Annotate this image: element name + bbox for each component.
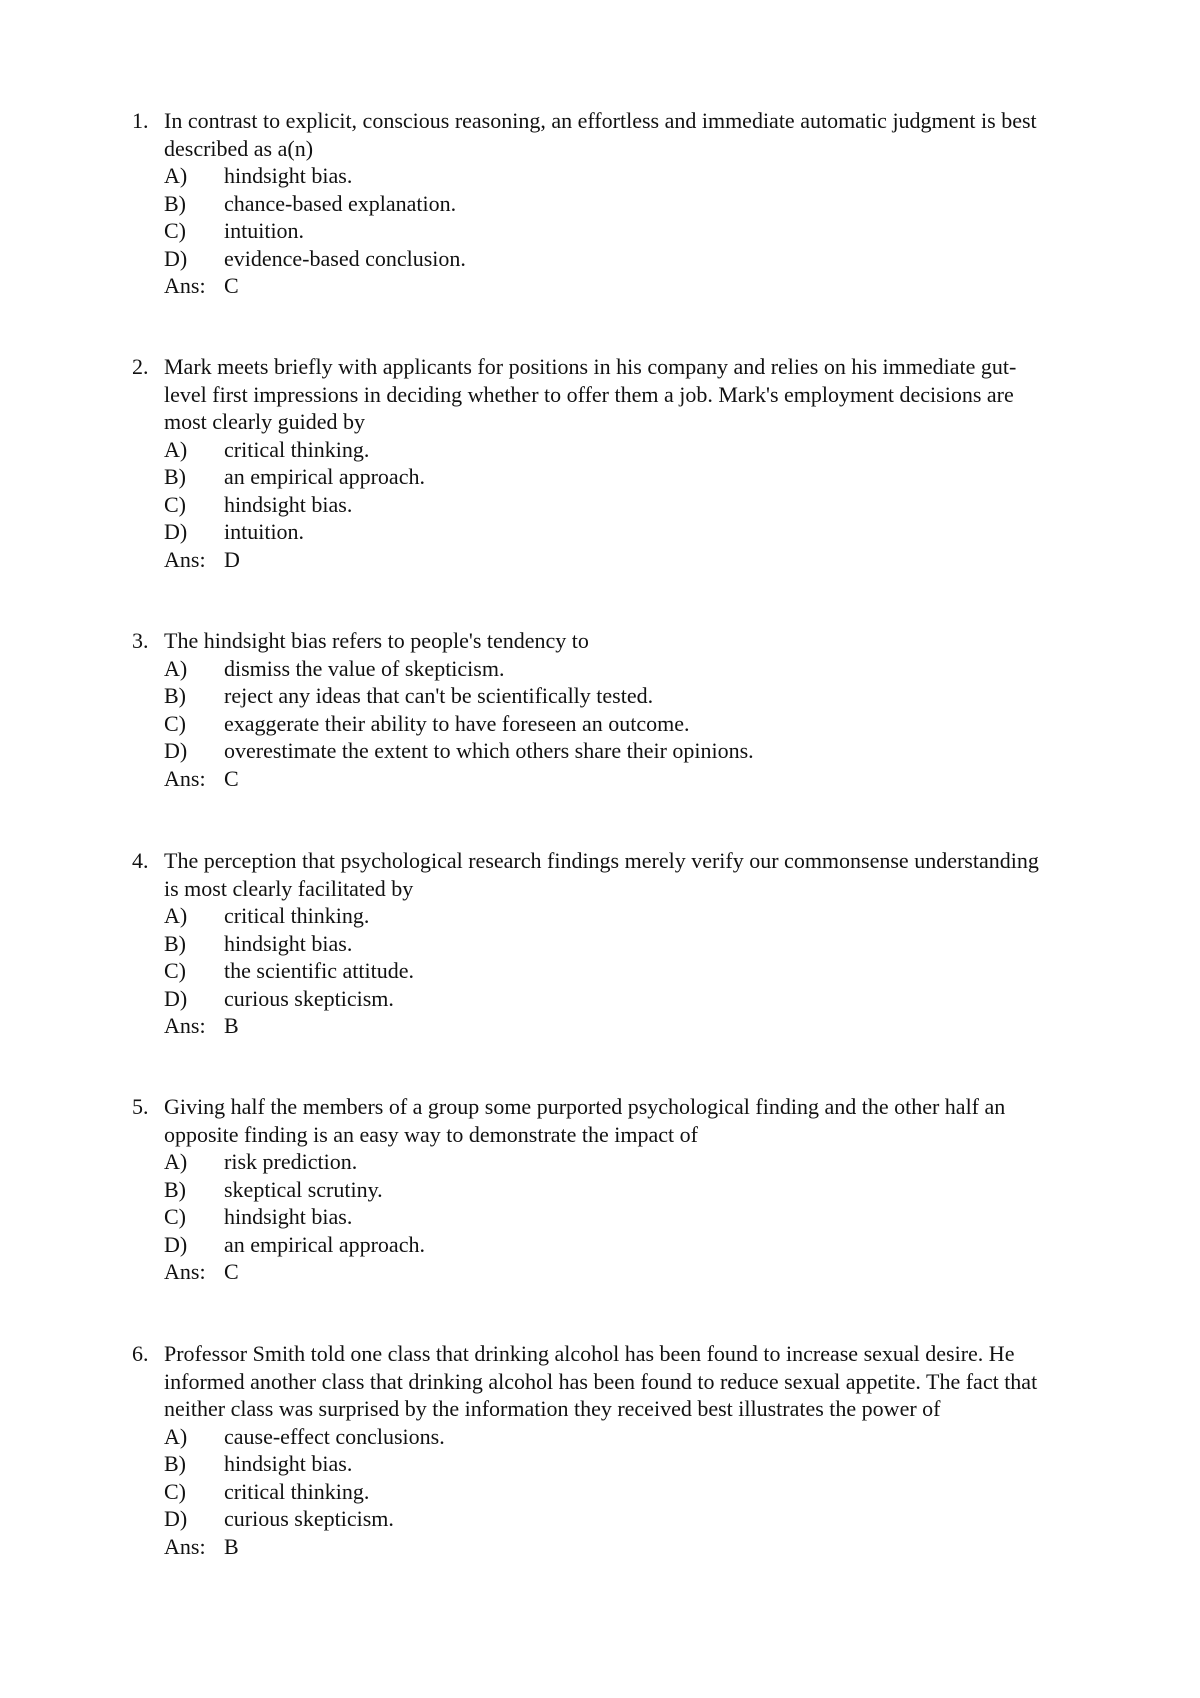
answer-value: B: [224, 1533, 239, 1559]
option-letter: B): [164, 1176, 186, 1202]
option-text: overestimate the extent to which others share their opinions.: [224, 738, 754, 763]
option-letter: D): [164, 245, 188, 271]
question-stem: Mark meets briefly with applicants for positions in his company and relies on his immediate gut-level first impressions in deciding whether to offer them a job. Mark's employment decisions are most clearly guided by: [164, 354, 1017, 434]
option-letter: C): [164, 218, 186, 243]
question-number: 2.: [132, 354, 149, 379]
option-letter: B): [164, 464, 186, 489]
question-stem: Professor Smith told one class that drinking alcohol has been found to increase sexual desire. He informed another class that drinking alcohol has been found to reduce sexual appetite. The fact that neither class was surprised by the information they received best illustrates the power of: [164, 1341, 1038, 1421]
option-letter: A): [164, 163, 188, 188]
option-letter: B): [164, 190, 186, 216]
answer-option: [132, 1505, 1052, 1533]
option-letter: C): [164, 1478, 186, 1504]
answer-label: Ans:: [164, 273, 206, 298]
question-stem: The hindsight bias refers to people's tendency to: [164, 628, 589, 653]
answer-option: [132, 1231, 1052, 1259]
option-text: evidence-based conclusion.: [224, 245, 466, 271]
option-text: chance-based explanation.: [224, 190, 457, 216]
answer-key: [132, 546, 1052, 574]
option-text: hindsight bias.: [224, 930, 353, 956]
option-text: exaggerate their ability to have foreseen an outcome.: [224, 710, 690, 736]
option-letter: C): [164, 710, 186, 736]
option-letter: C): [164, 491, 186, 517]
question-number: 1.: [132, 108, 149, 133]
option-letter: D): [164, 1231, 188, 1257]
option-text: hindsight bias.: [224, 491, 353, 517]
option-text: the scientific attitude.: [224, 958, 414, 983]
option-letter: A): [164, 1423, 188, 1449]
question-stem: In contrast to explicit, conscious reasoning, an effortless and immediate automatic judgment is best described as a(n): [164, 108, 1037, 161]
answer-option: [132, 902, 1052, 930]
option-text: curious skepticism.: [224, 985, 394, 1011]
answer-label: Ans:: [164, 546, 206, 572]
option-text: hindsight bias.: [224, 163, 353, 188]
answer-value: D: [224, 546, 240, 572]
option-letter: A): [164, 436, 188, 462]
answer-option: [132, 436, 1052, 464]
answer-key: [132, 765, 1052, 793]
answer-label: Ans:: [164, 765, 206, 791]
option-text: hindsight bias.: [224, 1451, 353, 1476]
option-text: intuition.: [224, 218, 305, 243]
answer-option: [132, 1176, 1052, 1204]
option-letter: A): [164, 1149, 188, 1174]
answer-option: [132, 930, 1052, 958]
question-3: [132, 627, 1052, 792]
answer-option: [132, 1148, 1052, 1176]
answer-value: B: [224, 1013, 239, 1038]
answer-value: C: [224, 1259, 239, 1284]
answer-option: [132, 1478, 1052, 1506]
question-1: [132, 107, 1052, 300]
option-letter: D): [164, 519, 188, 544]
answer-option: [132, 1203, 1052, 1231]
answer-label: Ans:: [164, 1013, 206, 1038]
option-letter: B): [164, 683, 186, 708]
answer-label: Ans:: [164, 1259, 206, 1284]
answer-key: [132, 1012, 1052, 1040]
option-letter: A): [164, 655, 188, 681]
answer-option: [132, 245, 1052, 273]
answer-option: [132, 463, 1052, 491]
option-text: an empirical approach.: [224, 1231, 425, 1257]
question-4: [132, 847, 1052, 1040]
option-text: curious skepticism.: [224, 1506, 394, 1531]
question-6: [132, 1340, 1052, 1560]
option-letter: D): [164, 1506, 188, 1531]
answer-key: [132, 1533, 1052, 1561]
question-number: 6.: [132, 1341, 149, 1366]
answer-option: [132, 217, 1052, 245]
option-text: skeptical scrutiny.: [224, 1176, 383, 1202]
answer-key: [132, 1258, 1052, 1286]
option-text: an empirical approach.: [224, 464, 425, 489]
option-text: risk prediction.: [224, 1149, 358, 1174]
answer-option: [132, 985, 1052, 1013]
answer-option: [132, 1450, 1052, 1478]
answer-option: [132, 682, 1052, 710]
option-letter: B): [164, 930, 186, 956]
answer-option: [132, 957, 1052, 985]
option-text: critical thinking.: [224, 903, 370, 928]
answer-option: [132, 1423, 1052, 1451]
answer-option: [132, 162, 1052, 190]
option-letter: C): [164, 1204, 186, 1229]
question-number: 4.: [132, 848, 149, 873]
option-text: intuition.: [224, 519, 305, 544]
answer-label: Ans:: [164, 1533, 206, 1559]
answer-option: [132, 710, 1052, 738]
option-text: reject any ideas that can't be scientifically tested.: [224, 683, 654, 708]
answer-value: C: [224, 765, 239, 791]
option-text: hindsight bias.: [224, 1204, 353, 1229]
answer-value: C: [224, 273, 239, 298]
answer-option: [132, 737, 1052, 765]
option-letter: A): [164, 903, 188, 928]
answer-option: [132, 655, 1052, 683]
question-stem: The perception that psychological research findings merely verify our commonsense understanding is most clearly facilitated by: [164, 848, 1039, 901]
option-text: cause-effect conclusions.: [224, 1423, 445, 1449]
answer-option: [132, 518, 1052, 546]
answer-option: [132, 491, 1052, 519]
answer-key: [132, 272, 1052, 300]
option-text: critical thinking.: [224, 1478, 370, 1504]
option-letter: D): [164, 985, 188, 1011]
question-number: 5.: [132, 1094, 149, 1119]
option-text: dismiss the value of skepticism.: [224, 655, 505, 681]
question-2: [132, 353, 1052, 573]
option-letter: C): [164, 958, 186, 983]
answer-option: [132, 190, 1052, 218]
option-letter: D): [164, 738, 188, 763]
question-5: [132, 1093, 1052, 1286]
option-text: critical thinking.: [224, 436, 370, 462]
option-letter: B): [164, 1451, 186, 1476]
question-stem: Giving half the members of a group some purported psychological finding and the other half an opposite finding is an easy way to demonstrate the impact of: [164, 1094, 1006, 1147]
question-number: 3.: [132, 628, 149, 653]
